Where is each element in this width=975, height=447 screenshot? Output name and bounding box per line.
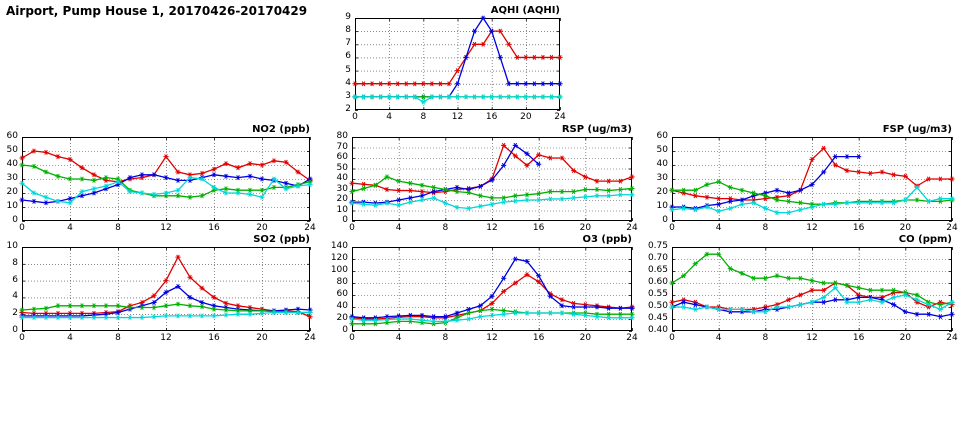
y-tick-label: 50	[336, 162, 348, 173]
x-tick-label: 24	[304, 333, 316, 343]
x-tick-label: 4	[395, 333, 402, 343]
x-tick-label: 20	[256, 333, 268, 343]
x-tick-label: 0	[352, 112, 358, 122]
plot-area-co	[672, 247, 952, 331]
y-tick-label: 0.45	[647, 313, 668, 323]
x-tick-label: 8	[762, 333, 769, 343]
y-tick-label: 0	[12, 215, 18, 225]
y-tick-label: 0	[662, 215, 668, 225]
chart-title-o3: O3 (ppb)	[582, 234, 632, 245]
x-tick-label: 16	[852, 333, 865, 343]
x-tick-label: 16	[208, 333, 220, 343]
x-tick-label: 24	[554, 112, 566, 122]
x-tick-label: 8	[762, 223, 769, 233]
x-tick-label: 8	[115, 223, 121, 233]
y-tick-label: 40	[336, 173, 348, 183]
y-tick-label: 120	[330, 253, 348, 263]
y-tick-label: 4	[345, 77, 351, 88]
x-tick-label: 24	[304, 223, 316, 233]
x-tick-label: 12	[160, 223, 172, 233]
y-tick-label: 0.65	[647, 265, 668, 275]
y-tick-label: 20	[336, 313, 348, 323]
y-tick-label: 0.70	[647, 253, 668, 263]
x-tick-label: 0	[349, 333, 355, 343]
x-tick-label: 8	[442, 223, 449, 233]
y-tick-label: 10	[336, 204, 348, 215]
y-tick-label: 40	[6, 159, 18, 169]
x-tick-label: 20	[579, 333, 592, 343]
y-tick-label: 0.55	[647, 289, 668, 299]
x-tick-label: 8	[115, 333, 121, 343]
y-tick-label: 30	[656, 173, 668, 183]
y-tick-label: 20	[6, 187, 18, 197]
x-tick-label: 0	[19, 333, 25, 343]
x-tick-label: 20	[899, 333, 912, 343]
y-tick-label: 30	[6, 173, 18, 183]
y-tick-label: 60	[656, 131, 668, 141]
plot-area-o3	[352, 247, 632, 331]
y-tick-label: 0	[12, 325, 18, 335]
x-tick-label: 12	[451, 112, 464, 122]
chart-title-rsp: RSP (ug/m3)	[561, 124, 632, 135]
x-tick-label: 20	[899, 223, 912, 233]
y-tick-label: 50	[656, 145, 668, 155]
y-tick-label: 60	[336, 289, 348, 299]
y-tick-label: 10	[6, 241, 18, 251]
x-tick-label: 16	[532, 223, 545, 233]
y-tick-label: 40	[656, 159, 668, 169]
chart-title-fsp: FSP (ug/m3)	[882, 124, 952, 135]
y-tick-label: 0	[342, 325, 348, 335]
plot-area-aqhi	[355, 18, 560, 110]
x-tick-label: 20	[520, 112, 532, 122]
y-tick-label: 50	[6, 145, 18, 155]
chart-title-co: CO (ppm)	[898, 234, 952, 245]
x-tick-label: 24	[626, 223, 638, 233]
y-tick-label: 100	[330, 265, 348, 275]
x-tick-label: 12	[160, 333, 172, 343]
x-tick-label: 20	[579, 223, 592, 233]
x-tick-label: 4	[67, 223, 73, 233]
x-tick-label: 4	[715, 223, 722, 233]
y-tick-label: 10	[6, 201, 18, 211]
y-tick-label: 3	[345, 90, 351, 101]
y-tick-label: 6	[12, 274, 18, 285]
x-tick-label: 24	[946, 223, 958, 233]
y-tick-label: 6	[345, 51, 351, 62]
y-tick-label: 7	[345, 38, 351, 49]
x-tick-label: 0	[19, 223, 25, 233]
y-tick-label: 20	[656, 187, 668, 197]
x-tick-label: 12	[486, 223, 498, 233]
y-tick-label: 40	[336, 301, 348, 311]
x-tick-label: 24	[626, 333, 638, 343]
y-tick-label: 80	[336, 131, 348, 141]
x-tick-label: 16	[485, 112, 498, 122]
x-tick-label: 16	[532, 333, 545, 343]
y-tick-label: 0.40	[647, 325, 668, 335]
x-tick-label: 4	[67, 333, 73, 343]
x-tick-label: 0	[349, 223, 355, 233]
plot-area-so2	[22, 247, 310, 331]
y-tick-label: 8	[345, 25, 351, 36]
y-tick-label: 60	[336, 152, 348, 162]
x-tick-label: 20	[256, 223, 268, 233]
plot-area-rsp	[352, 137, 632, 221]
page-title: Airport, Pump House 1, 20170426-20170429	[6, 4, 308, 18]
y-tick-label: 0	[342, 215, 348, 225]
y-tick-label: 10	[656, 201, 668, 211]
x-tick-label: 4	[715, 333, 722, 343]
y-tick-label: 8	[12, 257, 18, 268]
x-tick-label: 16	[208, 223, 220, 233]
y-tick-label: 9	[345, 12, 351, 22]
x-tick-label: 8	[420, 112, 427, 122]
y-tick-label: 0.50	[647, 301, 668, 311]
x-tick-label: 12	[806, 223, 818, 233]
x-tick-label: 4	[395, 223, 402, 233]
x-tick-label: 24	[946, 333, 958, 343]
y-tick-label: 140	[330, 241, 348, 251]
x-tick-label: 4	[386, 112, 393, 122]
y-tick-label: 20	[336, 194, 348, 204]
plot-area-fsp	[672, 137, 952, 221]
y-tick-label: 0.75	[647, 241, 668, 251]
y-tick-label: 0.60	[647, 277, 668, 287]
y-tick-label: 60	[6, 131, 18, 141]
y-tick-label: 80	[336, 277, 348, 287]
x-tick-label: 8	[442, 333, 449, 343]
x-tick-label: 0	[669, 223, 675, 233]
y-tick-label: 2	[345, 104, 351, 114]
chart-title-so2: SO2 (ppb)	[253, 234, 310, 245]
x-tick-label: 16	[852, 223, 865, 233]
y-tick-label: 70	[336, 141, 348, 152]
y-tick-label: 4	[12, 291, 18, 302]
y-tick-label: 2	[12, 308, 18, 319]
chart-title-aqhi: AQHI (AQHI)	[490, 5, 560, 16]
plot-area-no2	[22, 137, 310, 221]
y-tick-label: 30	[336, 183, 348, 194]
x-tick-label: 12	[806, 333, 818, 343]
y-tick-label: 5	[345, 64, 351, 75]
x-tick-label: 0	[669, 333, 675, 343]
chart-title-no2: NO2 (ppb)	[252, 124, 310, 135]
x-tick-label: 12	[486, 333, 498, 343]
